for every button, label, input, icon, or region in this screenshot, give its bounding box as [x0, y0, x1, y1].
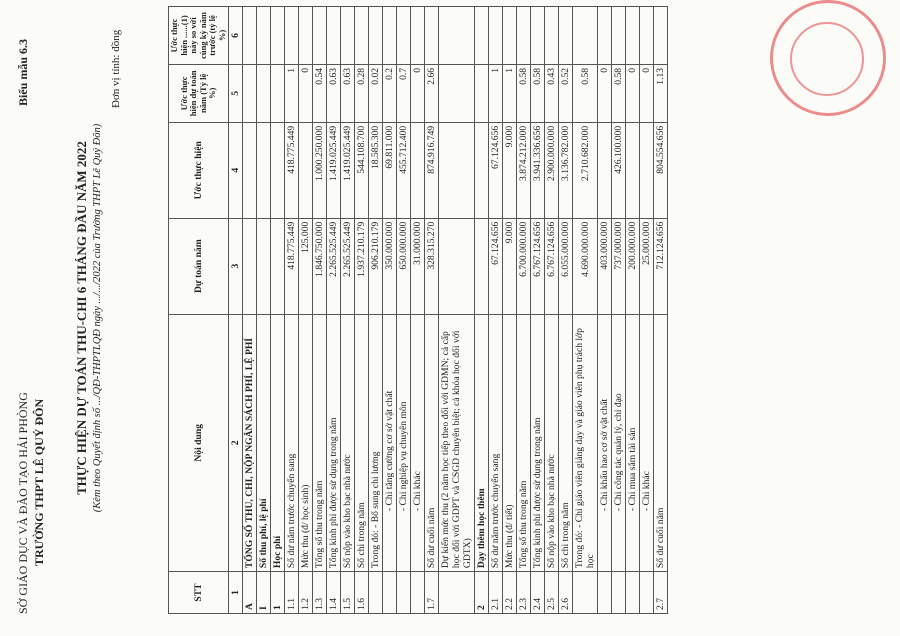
row-compare [640, 7, 654, 65]
row-stt [383, 572, 397, 614]
document-title: THỰC HIỆN DỰ TOÁN THU-CHI 6 THÁNG ĐẦU NĂM 2022 [74, 141, 89, 495]
row-ratio: 0 [299, 64, 313, 122]
row-compare [243, 7, 257, 65]
row-ratio: 0.58 [531, 64, 545, 122]
row-content: - Chi công tác quản lý, chỉ đạo [612, 314, 626, 571]
table-row [285, 7, 299, 614]
row-content: Tổng kinh phí được sử dụng trong năm [327, 314, 341, 571]
row-plan: 200.000.000 [626, 218, 640, 314]
row-compare [285, 7, 299, 65]
row-plan: 712.124.656 [654, 218, 668, 314]
colnum-3: 3 [229, 218, 243, 314]
row-ratio: 1.13 [654, 64, 668, 122]
colnum-2: 2 [229, 314, 243, 571]
school-name: TRƯỜNG THPT LÊ QUÝ ĐÔN [32, 398, 46, 566]
row-ratio: 0 [626, 64, 640, 122]
col-estimate: Ước thực hiện [169, 122, 229, 218]
row-stt: 1.7 [425, 572, 439, 614]
row-plan: 125.000 [299, 218, 313, 314]
row-stt [439, 572, 475, 614]
row-compare [654, 7, 668, 65]
row-plan: 418.775.449 [285, 218, 299, 314]
table-row [640, 7, 654, 614]
table-body [243, 7, 668, 614]
row-content: - Chi nghiệp vụ chuyên môn [397, 314, 411, 571]
row-content: Tổng số thu trong năm [313, 314, 327, 571]
official-seal-inner [790, 22, 864, 96]
col-ratio: Ước thực hiện dự toán năm (Tỷ lệ %) [169, 64, 229, 122]
row-ratio: 0.52 [559, 64, 573, 122]
colnum-4: 4 [229, 122, 243, 218]
currency-unit: Đơn vị tính: đồng [110, 29, 122, 108]
table-row [243, 7, 257, 614]
table-row [355, 7, 369, 614]
row-plan: 1.846.750.000 [313, 218, 327, 314]
row-estimate: 67.124.656 [489, 122, 503, 218]
row-plan: 9.000 [503, 218, 517, 314]
table-row [271, 7, 285, 614]
row-stt: 2.4 [531, 572, 545, 614]
table-row [489, 7, 503, 614]
row-ratio: 0.63 [341, 64, 355, 122]
row-estimate: 18.585.300 [369, 122, 383, 218]
row-content: - Chi mua sắm tài sản [626, 314, 640, 571]
row-estimate: 418.775.449 [285, 122, 299, 218]
row-stt [598, 572, 612, 614]
row-stt [626, 572, 640, 614]
table-row [598, 7, 612, 614]
table-row [517, 7, 531, 614]
row-content: - Chi khác [411, 314, 425, 571]
row-stt: 2.6 [559, 572, 573, 614]
row-plan: 67.124.656 [489, 218, 503, 314]
row-compare [573, 7, 598, 65]
row-compare [299, 7, 313, 65]
row-estimate: 3.136.782.000 [559, 122, 573, 218]
row-ratio: 0.58 [612, 64, 626, 122]
table-row [411, 7, 425, 614]
row-stt [573, 572, 598, 614]
row-estimate: 1.419.025.449 [341, 122, 355, 218]
table-row [425, 7, 439, 614]
row-content: Học phí [271, 314, 285, 571]
row-stt: 1.3 [313, 572, 327, 614]
row-plan: 1.937.210.179 [355, 218, 369, 314]
row-plan: 328.315.270 [425, 218, 439, 314]
table-row [313, 7, 327, 614]
row-ratio: 0.7 [397, 64, 411, 122]
row-content: Tổng số thu trong năm [517, 314, 531, 571]
row-compare [503, 7, 517, 65]
col-plan: Dự toán năm [169, 218, 229, 314]
row-plan: 6.767.124.656 [545, 218, 559, 314]
row-estimate: 3.874.212.000 [517, 122, 531, 218]
row-content: Số chi trong năm [559, 314, 573, 571]
row-content: Mức thu (đ/ học sinh) [299, 314, 313, 571]
row-compare [327, 7, 341, 65]
row-plan: 25.000.000 [640, 218, 654, 314]
row-plan: 6.700.000.000 [517, 218, 531, 314]
row-estimate [243, 122, 257, 218]
row-estimate: 69.811.000 [383, 122, 397, 218]
row-compare [545, 7, 559, 65]
row-estimate [626, 122, 640, 218]
row-stt: 1.2 [299, 572, 313, 614]
table-row [559, 7, 573, 614]
row-stt: 2.5 [545, 572, 559, 614]
row-content: Số dư cuối năm [425, 314, 439, 571]
row-stt: 1.5 [341, 572, 355, 614]
row-estimate [475, 122, 489, 218]
row-content: Tổng kinh phí được sử dụng trong năm [531, 314, 545, 571]
row-plan: 2.265.525.449 [341, 218, 355, 314]
row-estimate [271, 122, 285, 218]
row-compare [598, 7, 612, 65]
row-compare [425, 7, 439, 65]
colnum-1: 1 [229, 572, 243, 614]
row-estimate [299, 122, 313, 218]
department-name: SỞ GIÁO DỤC VÀ ĐÀO TẠO HẢI PHÒNG [16, 392, 30, 614]
row-ratio: 0 [640, 64, 654, 122]
row-content: - Chi khác [640, 314, 654, 571]
table-row [299, 7, 313, 614]
row-stt: I [257, 572, 271, 614]
row-stt: 2.3 [517, 572, 531, 614]
row-stt [397, 572, 411, 614]
row-compare [271, 7, 285, 65]
row-ratio [439, 64, 475, 122]
row-ratio [475, 64, 489, 122]
row-estimate: 1.000.250.000 [313, 122, 327, 218]
row-plan [257, 218, 271, 314]
row-ratio: 0.2 [383, 64, 397, 122]
table-row [327, 7, 341, 614]
row-plan: 403.000.000 [598, 218, 612, 314]
row-compare [397, 7, 411, 65]
row-compare [559, 7, 573, 65]
row-estimate: 426.100.000 [612, 122, 626, 218]
row-ratio [271, 64, 285, 122]
document-subtitle: (Kèm theo Quyết định số .../QĐ-THPTLQĐ ngày .../.../2022 của Trường THPT Lê Quý Đôn) [92, 123, 103, 513]
row-estimate: 9.000 [503, 122, 517, 218]
row-plan: 6.767.124.656 [531, 218, 545, 314]
row-plan: 6.055.000.000 [559, 218, 573, 314]
row-content: - Chi khấu hao cơ sở vật chất [598, 314, 612, 571]
row-content: Số thu phí, lệ phí [257, 314, 271, 571]
row-plan [439, 218, 475, 314]
table-row [369, 7, 383, 614]
row-estimate: 544.108.700 [355, 122, 369, 218]
row-compare [517, 7, 531, 65]
row-content: Số dư năm trước chuyển sang [285, 314, 299, 571]
row-ratio: 1 [503, 64, 517, 122]
row-stt: 1.6 [355, 572, 369, 614]
row-estimate: 804.554.656 [654, 122, 668, 218]
row-ratio: 0.58 [517, 64, 531, 122]
row-plan [475, 218, 489, 314]
table-row [475, 7, 489, 614]
row-estimate: 455.712.400 [397, 122, 411, 218]
col-compare: Ước thực hiện ......(1) này so với cùng kỳ năm trước (tỷ lệ %) [169, 7, 229, 65]
row-compare [341, 7, 355, 65]
row-estimate: 2.900.000.000 [545, 122, 559, 218]
row-plan: 4.690.000.000 [573, 218, 598, 314]
row-ratio: 1 [285, 64, 299, 122]
row-compare [383, 7, 397, 65]
row-estimate [257, 122, 271, 218]
row-content: Số dư cuối năm [654, 314, 668, 571]
row-ratio [243, 64, 257, 122]
row-estimate [640, 122, 654, 218]
row-content: Số dư năm trước chuyển sang [489, 314, 503, 571]
row-ratio: 2.66 [425, 64, 439, 122]
row-compare [411, 7, 425, 65]
row-ratio: 0.58 [573, 64, 598, 122]
row-compare [612, 7, 626, 65]
row-stt: 2.7 [654, 572, 668, 614]
table-row [545, 7, 559, 614]
row-content: Dạy thêm học thêm [475, 314, 489, 571]
row-ratio: 1 [489, 64, 503, 122]
row-stt: 1.4 [327, 572, 341, 614]
row-ratio: 0.43 [545, 64, 559, 122]
row-content: Mức thu (đ/ tiết) [503, 314, 517, 571]
row-compare [475, 7, 489, 65]
row-plan: 350.000.000 [383, 218, 397, 314]
row-content: Dự kiến mức thu (2 năm học tiếp theo đối với GDMN; cả cấp học đối với GDPT và CSGD chuyên biệt; cả khóa học đối với GDTX) [439, 314, 475, 571]
row-compare [439, 7, 475, 65]
row-plan [243, 218, 257, 314]
row-compare [313, 7, 327, 65]
row-content: TỔNG SỐ THU, CHI, NỘP NGÂN SÁCH PHÍ, LỆ PHÍ [243, 314, 257, 571]
row-estimate: 874.916.749 [425, 122, 439, 218]
budget-table [168, 6, 668, 614]
colnum-5: 5 [229, 64, 243, 122]
row-content: - Chi tăng cường cơ sở vật chất [383, 314, 397, 571]
row-estimate: 2.710.682.000 [573, 122, 598, 218]
row-ratio: 0.02 [369, 64, 383, 122]
table-row [257, 7, 271, 614]
row-ratio: 0.54 [313, 64, 327, 122]
row-plan: 906.210.179 [369, 218, 383, 314]
row-compare [626, 7, 640, 65]
table-row [531, 7, 545, 614]
row-estimate [411, 122, 425, 218]
row-stt [612, 572, 626, 614]
row-compare [531, 7, 545, 65]
row-content: Số nộp vào kho bạc nhà nước [341, 314, 355, 571]
row-content: Trong đó: - Chi giáo viên giảng dạy và giáo viên phụ trách lớp học [573, 314, 598, 571]
row-stt: A [243, 572, 257, 614]
row-compare [257, 7, 271, 65]
row-ratio [257, 64, 271, 122]
table-row [341, 7, 355, 614]
table-row [397, 7, 411, 614]
row-content: Số chi trong năm [355, 314, 369, 571]
row-stt [640, 572, 654, 614]
table-row [439, 7, 475, 614]
row-estimate: 3.941.336.656 [531, 122, 545, 218]
row-stt [369, 572, 383, 614]
row-content: Số nộp vào kho bạc nhà nước [545, 314, 559, 571]
table-row [503, 7, 517, 614]
row-estimate: 1.419.025.449 [327, 122, 341, 218]
table-row [654, 7, 668, 614]
row-plan: 31.000.000 [411, 218, 425, 314]
row-plan: 737.000.000 [612, 218, 626, 314]
col-stt: STT [169, 572, 229, 614]
row-stt: 2.2 [503, 572, 517, 614]
row-plan: 2.265.525.449 [327, 218, 341, 314]
row-ratio: 0.63 [327, 64, 341, 122]
row-stt [411, 572, 425, 614]
table-row [626, 7, 640, 614]
row-ratio: 0 [598, 64, 612, 122]
col-content: Nội dung [169, 314, 229, 571]
table-row [573, 7, 598, 614]
row-compare [369, 7, 383, 65]
table-row [612, 7, 626, 614]
row-ratio: 0 [411, 64, 425, 122]
row-plan: 650.000.000 [397, 218, 411, 314]
row-plan [271, 218, 285, 314]
colnum-6: 6 [229, 7, 243, 65]
row-ratio: 0.28 [355, 64, 369, 122]
row-stt: 2.1 [489, 572, 503, 614]
row-compare [489, 7, 503, 65]
row-stt: 2 [475, 572, 489, 614]
table-row [383, 7, 397, 614]
row-estimate [439, 122, 475, 218]
row-stt: 1.1 [285, 572, 299, 614]
row-stt: 1 [271, 572, 285, 614]
row-estimate [598, 122, 612, 218]
row-content: Trong đó: - Bổ sung chi lương [369, 314, 383, 571]
form-number: Biểu mẫu 6.3 [16, 38, 30, 106]
row-compare [355, 7, 369, 65]
